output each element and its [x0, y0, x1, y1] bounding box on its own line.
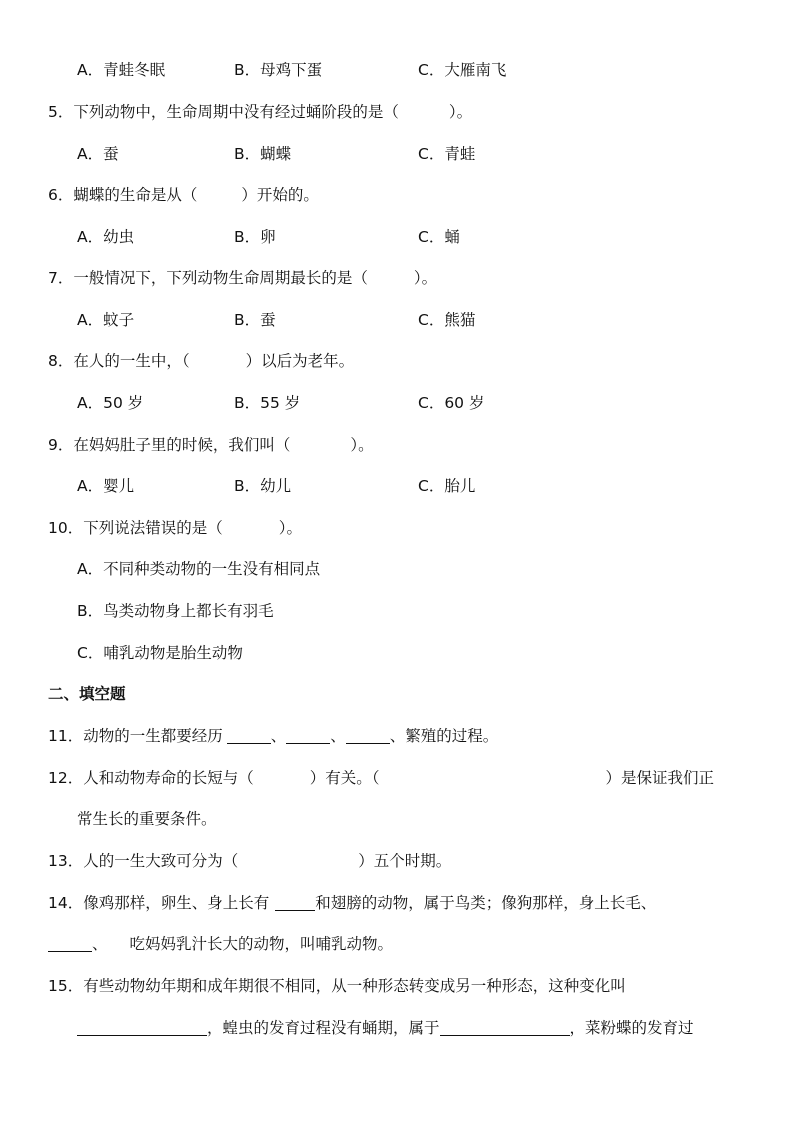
question-14-line2-text: 吃妈妈乳汁长大的动物，叫哺乳动物。 [129, 935, 394, 953]
q7-option-a[interactable]: A．蚊子 [77, 311, 135, 329]
question-12-suffix: ）是保证我们正 [605, 769, 715, 787]
q8-option-b[interactable]: B．55 岁 [234, 394, 301, 412]
q9-option-b[interactable]: B．幼儿 [234, 477, 292, 495]
question-10-suffix: ）。 [278, 519, 302, 537]
answer-blank[interactable] [346, 726, 390, 744]
question-9-suffix: ）。 [350, 436, 374, 454]
question-15-mid: ，蝗虫的发育过程没有蛹期，属于 [207, 1019, 440, 1037]
q4-option-a[interactable]: A．青蛙冬眠 [77, 61, 166, 79]
question-6 [48, 182, 319, 208]
separator: 、 [92, 935, 108, 953]
question-5-suffix: ）。 [448, 103, 473, 121]
answer-blank[interactable] [48, 934, 92, 952]
q5-option-c[interactable]: C．青蛙 [418, 145, 476, 163]
question-15-suffix: ，菜粉蝶的发育过 [569, 1019, 694, 1037]
q5-option-b[interactable]: B．蝴蝶 [234, 145, 292, 163]
q9-option-c[interactable]: C．胎儿 [418, 477, 476, 495]
question-9-text: 9．在妈妈肚子里的时候，我们叫（ [48, 436, 291, 454]
question-5 [48, 99, 472, 125]
question-14-line2 [48, 931, 393, 957]
question-7 [48, 265, 437, 291]
separator: 、 [270, 727, 287, 745]
q7-option-b[interactable]: B．蚕 [234, 311, 276, 329]
q5-option-a[interactable]: A．蚕 [77, 145, 119, 163]
answer-blank[interactable] [77, 1018, 207, 1036]
answer-blank[interactable] [275, 893, 315, 911]
section-heading-fill-in: 二、填空题 [48, 685, 126, 703]
question-14-text: 14．像鸡那样，卵生、身上长有 [48, 894, 270, 912]
q10-option-b[interactable]: B．鸟类动物身上都长有羽毛 [77, 602, 274, 620]
answer-blank[interactable] [286, 726, 330, 744]
q7-option-c[interactable]: C．熊猫 [418, 311, 476, 329]
question-13-text: 13．人的一生大致可分为（ [48, 852, 239, 870]
question-8-suffix: ）以后为老年。 [245, 352, 355, 370]
q4-option-b[interactable]: B．母鸡下蛋 [234, 61, 323, 79]
q8-option-a[interactable]: A．50 岁 [77, 394, 144, 412]
separator: 、 [330, 727, 346, 745]
question-8 [48, 348, 354, 374]
question-12-text: 12．人和动物寿命的长短与（ [48, 769, 254, 787]
question-10 [48, 515, 302, 541]
answer-blank[interactable] [440, 1018, 570, 1036]
question-13-suffix: ）五个时期。 [358, 852, 452, 870]
separator: 、 [389, 727, 406, 745]
q10-option-a[interactable]: A．不同种类动物的一生没有相同点 [77, 560, 321, 578]
q8-option-c[interactable]: C．60 岁 [418, 394, 485, 412]
q6-option-c[interactable]: C．蛹 [418, 228, 460, 246]
question-11-suffix: 繁殖的过程。 [405, 727, 499, 745]
question-15-line2 [77, 1015, 694, 1041]
question-12 [48, 765, 714, 791]
q10-option-c[interactable]: C．哺乳动物是胎生动物 [77, 644, 243, 662]
question-6-text: 6．蝴蝶的生命是从（ [48, 186, 198, 204]
question-10-text: 10．下列说法错误的是（ [48, 519, 223, 537]
question-15: 15．有些动物幼年期和成年期很不相同，从一种形态转变成另一种形态，这种变化叫 [48, 977, 626, 995]
question-11-text: 11．动物的一生都要经历 [48, 727, 223, 745]
q6-option-b[interactable]: B．卵 [234, 228, 276, 246]
q4-option-c[interactable]: C．大雁南飞 [418, 61, 507, 79]
question-12-mid: ）有关。（ [309, 769, 380, 787]
question-8-text: 8．在人的一生中，（ [48, 352, 190, 370]
q6-option-a[interactable]: A．幼虫 [77, 228, 135, 246]
question-7-text: 7．一般情况下，下列动物生命周期最长的是（ [48, 269, 368, 287]
question-13 [48, 848, 451, 874]
question-7-suffix: ）。 [413, 269, 438, 287]
question-9 [48, 432, 374, 458]
question-12-line2: 常生长的重要条件。 [77, 810, 217, 828]
question-14-mid: 和翅膀的动物，属于鸟类；像狗那样，身上长毛、 [315, 894, 657, 912]
question-6-suffix: ）开始的。 [241, 186, 319, 204]
question-5-text: 5．下列动物中，生命周期中没有经过蛹阶段的是（ [48, 103, 399, 121]
answer-blank[interactable] [227, 726, 271, 744]
question-14 [48, 890, 656, 916]
q9-option-a[interactable]: A．婴儿 [77, 477, 135, 495]
question-11 [48, 723, 498, 749]
